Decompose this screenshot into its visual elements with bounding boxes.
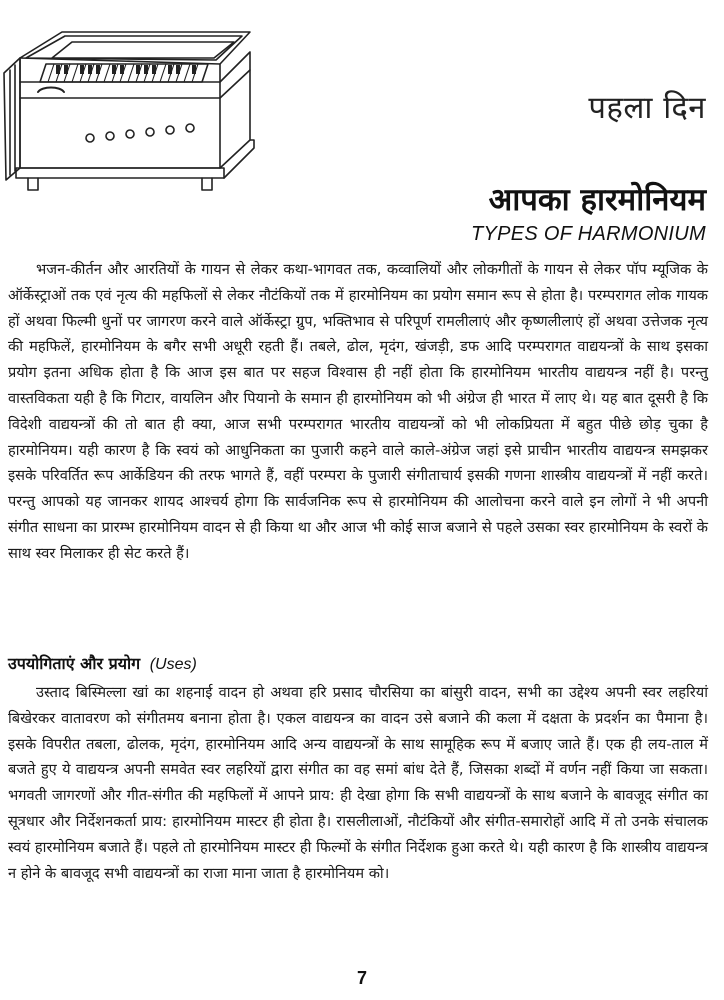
uses-heading-hindi: उपयोगिताएं और प्रयोग	[8, 654, 141, 673]
page-number: 7	[356, 968, 367, 988]
uses-heading-english: (Uses)	[149, 656, 197, 673]
day-title: पहला दिन	[588, 90, 706, 126]
intro-paragraph: भजन-कीर्तन और आरतियों के गायन से लेकर कथा-भागवत तक, कव्वालियों और लोकगीतों के गायन से लेकर पॉप म्यूजिक के ऑर्केस्ट्राओं तक एवं नृत्य की महफिलों से लेकर नौटंकियों तक में हारमोनियम का प्रयोग समान रूप से होता है। परम्परागत लोक गायक हों अथवा फिल्मी धुनों पर जागरण करने वाले ऑर्केस्ट्रा ग्रुप, भक्तिभाव से परिपूर्ण रामलीलाएं और कृष्णलीलाएं हों अथवा उत्तेजक नृत्य की महफिलें, हारमोनियम के बगैर सभी अधूरी रहती हैं। तबले, ढोल, मृदंग, खंजड़ी, डफ आदि परम्परागत वाद्ययन्त्रों के साथ इसका प्रयोग इतना अधिक होता है कि आज इस बात पर सहज विश्वास ही नहीं होता कि हारमोनियम भारतीय वाद्ययन्त्र नहीं है। परन्तु वास्तविकता यही है कि गिटार, वायलिन और पियानो के समान ही हारमोनियम को भी अंग्रेज ही भारत में लाए थे। यह बात दूसरी है कि विदेशी वाद्ययन्त्रों की तो बात ही क्या, आज सभी परम्परागत भारतीय वाद्ययन्त्रों को भी लोकप्रियता में बहुत पीछे छोड़ चुका है हारमोनियम। यही कारण है कि स्वयं को आधुनिकता का पुजारी कहने वाले काले-अंग्रेज जहां इसे प्राचीन भारतीय वाद्ययन्त्र समझकर इसके परिवर्तित रूप आर्केडियन की तरफ भागते हैं, वहीं परम्परा के पुजारी संगीताचार्य इसकी गणना शास्त्रीय वाद्ययन्त्रों में नहीं करते। परन्तु आपको यह जानकर शायद आश्चर्य होगा कि सार्वजनिक रूप से हारमोनियम की आलोचना करने वाले इन लोगों ने भी अपनी संगीत साधना का प्रारम्भ हारमोनियम वादन से ही किया था और आज भी कोई साज बजाने से पहले उसका स्वर हारमोनियम के स्वरों के साथ स्वर मिलाकर ही सेट करते हैं।	[8, 261, 708, 562]
chapter-title: आपका हारमोनियम	[488, 182, 706, 218]
chapter-subtitle: TYPES OF HARMONIUM	[470, 223, 706, 245]
uses-paragraph: उस्ताद बिस्मिल्ला खां का शहनाई वादन हो अथवा हरि प्रसाद चौरसिया का बांसुरी वादन, सभी का उद्देश्य अपनी स्वर लहरियां बिखेरकर वातावरण को संगीतमय बनाना होता है। एकल वाद्ययन्त्र का वादन उसे बजाने की कला में दक्षता के प्रदर्शन का पैमाना है। इसके विपरीत तबला, ढोलक, मृदंग, हारमोनियम आदि अन्य वाद्ययन्त्रों के साथ सामूहिक रूप में बजाए जाते हैं। एक ही लय-ताल में बजते हुए ये वाद्ययन्त्र अपनी समवेत स्वर लहरियों द्वारा संगीत का वह समां बांध देते हैं, जिसका शब्दों में वर्णन नहीं किया जा सकता। भगवती जागरणों और गीत-संगीत की महफिलों में आपने प्राय: ही देखा होगा कि सभी वाद्ययन्त्रों के साथ बजाने के बावजूद संगीत का सूत्रधार और निर्देशनकर्ता प्राय: हारमोनियम मास्टर ही होता है। रासलीलाओं, नौटंकियों और संगीत-समारोहों आदि में तो उनके संचालक स्वयं हारमोनियम बजाते हैं। पहले तो हारमोनियम मास्टर ही फिल्मों के संगीत निर्देशक हुआ करते थे। यही कारण है कि शास्त्रीय वाद्ययन्त्र न होने के बावजूद सभी वाद्ययन्त्रों का राजा माना जाता है हारमोनियम को।	[8, 684, 708, 882]
uses-section-heading	[8, 652, 197, 674]
harmonium-icon	[2, 18, 257, 196]
